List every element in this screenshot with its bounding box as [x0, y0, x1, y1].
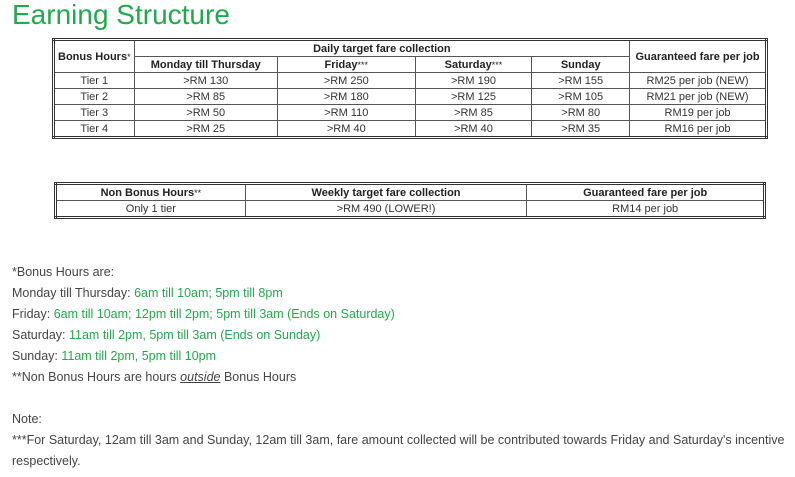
tier-cell: Tier 2: [54, 89, 135, 105]
day-header-sunday: Sunday: [532, 57, 630, 73]
guarantee-cell: RM19 per job: [630, 105, 767, 121]
saturday-cell: >RM 125: [415, 89, 532, 105]
page-title: Earning Structure: [12, 0, 230, 30]
saturday-cell: >RM 40: [415, 121, 532, 138]
friday-cell: >RM 180: [277, 89, 415, 105]
table-row: [54, 89, 767, 105]
guarantee-header: Guaranteed fare per job: [630, 40, 767, 73]
tier-cell: Only 1 tier: [56, 201, 246, 218]
tier-cell: Tier 1: [54, 73, 135, 89]
sunday-cell: >RM 105: [532, 89, 630, 105]
friday-cell: >RM 110: [277, 105, 415, 121]
day-header-friday: Friday***: [277, 57, 415, 73]
note-label: Note:: [12, 412, 42, 426]
tier-cell: Tier 3: [54, 105, 135, 121]
table-row: [56, 201, 765, 218]
bonus-hours-table: [52, 38, 768, 139]
guarantee-cell: RM21 per job (NEW): [630, 89, 767, 105]
sunday-cell: >RM 80: [532, 105, 630, 121]
sunday-cell: >RM 155: [532, 73, 630, 89]
mon-thu-cell: >RM 130: [134, 73, 277, 89]
day-header-mon-thu: Monday till Thursday: [134, 57, 277, 73]
guarantee-cell: RM14 per job: [527, 201, 765, 218]
saturday-cell: >RM 85: [415, 105, 532, 121]
guarantee-cell: RM25 per job (NEW): [630, 73, 767, 89]
schedule-line-mon-thu: Monday till Thursday: 6am till 10am; 5pm till 8pm: [12, 286, 283, 300]
day-header-saturday: Saturday***: [415, 57, 532, 73]
weekly-target-cell: >RM 490 (LOWER!): [245, 201, 527, 218]
schedule-line-saturday: Saturday: 11am till 2pm, 5pm till 3am (Ends on Sunday): [12, 328, 321, 342]
mon-thu-cell: >RM 50: [134, 105, 277, 121]
mon-thu-cell: >RM 25: [134, 121, 277, 138]
table-row: [54, 105, 767, 121]
friday-cell: >RM 40: [277, 121, 415, 138]
schedule-line-friday: Friday: 6am till 10am; 12pm till 2pm; 5pm till 3am (Ends on Saturday): [12, 307, 395, 321]
note-text: ***For Saturday, 12am till 3am and Sunday, 12am till 3am, fare amount collected will be contributed towards Friday and Saturday's incentive respectively.: [12, 433, 785, 468]
saturday-cell: >RM 190: [415, 73, 532, 89]
notes-section: [12, 262, 792, 472]
mon-thu-cell: >RM 85: [134, 89, 277, 105]
guarantee-cell: RM16 per job: [630, 121, 767, 138]
sunday-cell: >RM 35: [532, 121, 630, 138]
non-bonus-hours-table: [54, 182, 766, 219]
non-bonus-definition: **Non Bonus Hours are hours outside Bonus Hours: [12, 370, 297, 384]
bonus-hours-heading: *Bonus Hours are:: [12, 265, 115, 279]
weekly-target-header: Weekly target fare collection: [245, 184, 527, 201]
table-row: [54, 73, 767, 89]
table-row: [54, 121, 767, 138]
non-bonus-hours-header: Non Bonus Hours**: [56, 184, 246, 201]
daily-target-header: Daily target fare collection: [134, 40, 630, 57]
guarantee-header: Guaranteed fare per job: [527, 184, 765, 201]
tier-cell: Tier 4: [54, 121, 135, 138]
friday-cell: >RM 250: [277, 73, 415, 89]
schedule-line-sunday: Sunday: 11am till 2pm, 5pm till 10pm: [12, 349, 217, 363]
bonus-hours-header: Bonus Hours*: [54, 40, 135, 73]
